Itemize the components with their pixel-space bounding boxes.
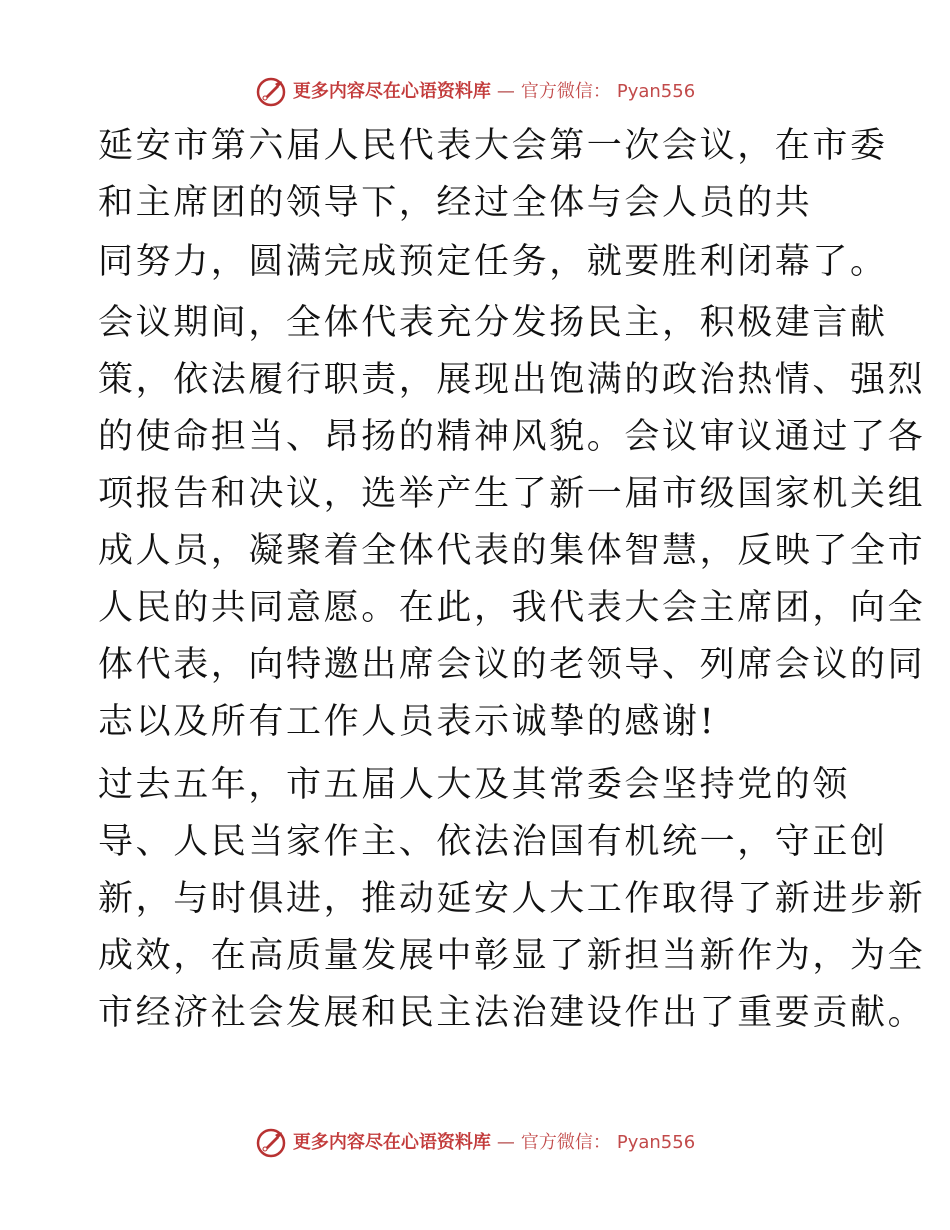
- paragraph-line: 过去五年，市五届人大及其常委会坚持党的领: [98, 765, 851, 805]
- promo-separator: —: [496, 1132, 515, 1153]
- paragraph-line: 新，与时俱进，推动延安人大工作取得了新进步新: [98, 879, 926, 919]
- paragraph-line: 成人员，凝聚着全体代表的集体智慧，反映了全市: [98, 531, 926, 571]
- footer-watermark: [0, 1127, 950, 1159]
- promo-text: 更多内容尽在心语资料库: [292, 1132, 491, 1153]
- wechat-label: 官方微信：: [520, 81, 611, 102]
- paragraph-line: 导、人民当家作主、依法治国有机统一，守正创: [98, 822, 888, 862]
- paragraph-line: 策，依法履行职责，展现出饱满的政治热情、强烈: [98, 360, 926, 400]
- paragraph-line: 人民的共同意愿。在此，我代表大会主席团，向全: [98, 588, 926, 628]
- paragraph-line: 同努力，圆满完成预定任务，就要胜利闭幕了。: [98, 242, 888, 282]
- quill-seal-icon: [255, 1127, 287, 1159]
- paragraph-line: 项报告和决议，选举产生了新一届市级国家机关组: [98, 474, 926, 514]
- paragraph-line: 成效，在高质量发展中彰显了新担当新作为，为全: [98, 936, 926, 976]
- promo-separator: —: [496, 81, 515, 102]
- wechat-id: Pyan556: [616, 1132, 696, 1153]
- paragraph-line: 会议期间，全体代表充分发扬民主，积极建言献: [98, 303, 888, 343]
- promo-text: 更多内容尽在心语资料库: [292, 81, 491, 102]
- paragraph-line: 志以及所有工作人员表示诚挚的感谢!: [98, 702, 717, 742]
- paragraph-1-continued: [98, 234, 888, 291]
- paragraph-line: 体代表，向特邀出席会议的老领导、列席会议的同: [98, 645, 926, 685]
- paragraph-line: 的使命担当、昂扬的精神风貌。会议审议通过了各: [98, 417, 926, 457]
- paragraph-line: 市经济社会发展和民主法治建设作出了重要贡献。: [98, 993, 926, 1033]
- paragraph-line: 和主席团的领导下，经过全体与会人员的共: [98, 183, 813, 223]
- paragraph-2: [98, 295, 926, 751]
- paragraph-line: 延安市第六届人民代表大会第一次会议，在市委: [98, 126, 888, 166]
- header-watermark: [0, 76, 950, 108]
- wechat-label: 官方微信：: [520, 1132, 611, 1153]
- wechat-id: Pyan556: [616, 81, 696, 102]
- quill-seal-icon: [255, 76, 287, 108]
- paragraph-3: [98, 757, 926, 1042]
- paragraph-1: [98, 118, 888, 232]
- document-body: [98, 118, 926, 1042]
